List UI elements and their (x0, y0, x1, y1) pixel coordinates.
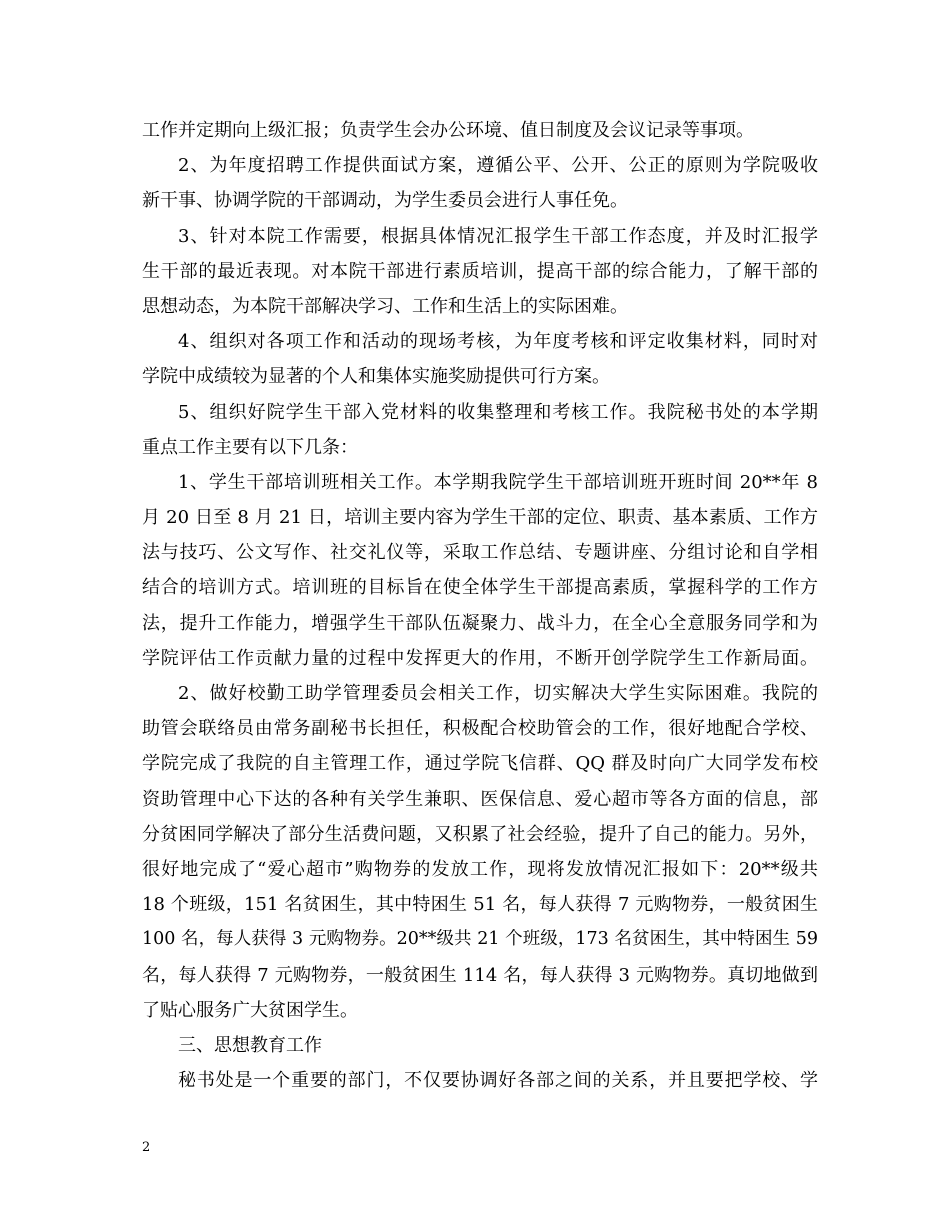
text-line: 新干事、协调学院的干部调动，为学生委员会进行人事任免。 (142, 190, 628, 212)
text-line: 2、为年度招聘工作提供面试方案，遵循公平、公开、公正的原则为学院吸收 (178, 155, 818, 177)
text-line: 法与技巧、公文写作、社交礼仪等，采取工作总结、专题讲座、分组讨论和自学相 (142, 542, 818, 564)
text-line: 18 个班级，151 名贫困生，其中特困生 51 名，每人获得 7 元购物券，一般贫困生 (142, 894, 818, 916)
text-line: 2、做好校勤工助学管理委员会相关工作，切实解决大学生实际困难。我院的 (178, 683, 818, 704)
text-line: 1、学生干部培训班相关工作。本学期我院学生干部培训班开班时间 20**年 8 (178, 471, 818, 493)
page-number: 2 (142, 1140, 151, 1155)
text-line: 学院中成绩较为显著的个人和集体实施奖励提供可行方案。 (142, 366, 610, 388)
text-line: 重点工作主要有以下几条： (142, 436, 358, 458)
text-line: 思想动态，为本院干部解决学习、工作和生活上的实际困难。 (142, 295, 628, 317)
text-line: 5、组织好院学生干部入党材料的收集整理和考核工作。我院秘书处的本学期 (178, 401, 818, 423)
text-line: 100 名，每人获得 3 元购物券。20**级共 21 个班级，173 名贫困生，其中特困生 59 (142, 929, 818, 950)
text-line: 分贫困同学解决了部分生活费问题，又积累了社会经验，提升了自己的能力。另外， (142, 823, 818, 845)
text-line: 助管会联络员由常务副秘书长担任，积极配合校助管会的工作，很好地配合学校、 (142, 718, 818, 740)
text-line: 生干部的最近表现。对本院干部进行素质培训，提高干部的综合能力，了解干部的 (142, 260, 818, 282)
text-line: 工作并定期向上级汇报；负责学生会办公环境、值日制度及会议记录等事项。 (142, 120, 754, 141)
text-line: 三、思想教育工作 (178, 1034, 322, 1056)
text-line: 学院完成了我院的自主管理工作，通过学院飞信群、QQ 群及时向广大同学发布校 (142, 753, 818, 775)
text-line: 法，提升工作能力，增强学生干部队伍凝聚力、战斗力，在全心全意服务同学和为 (142, 612, 818, 634)
text-line: 月 20 日至 8 月 21 日，培训主要内容为学生干部的定位、职责、基本素质、工作方 (142, 507, 818, 529)
text-line: 学院评估工作贡献力量的过程中发挥更大的作用，不断开创学院学生工作新局面。 (142, 647, 818, 669)
text-line: 资助管理中心下达的各种有关学生兼职、医保信息、爱心超市等各方面的信息，部 (142, 788, 818, 810)
text-line: 结合的培训方式。培训班的目标旨在使全体学生干部提高素质，掌握科学的工作方 (142, 577, 818, 599)
text-line: 了贴心服务广大贫困学生。 (142, 999, 358, 1021)
text-line: 很好地完成了“爱心超市”购物券的发放工作，现将发放情况汇报如下：20**级共 (142, 858, 818, 880)
text-line: 名，每人获得 7 元购物券，一般贫困生 114 名，每人获得 3 元购物券。真切地做到 (142, 964, 818, 986)
text-line: 秘书处是一个重要的部门，不仅要协调好各部之间的关系，并且要把学校、学 (178, 1070, 818, 1092)
document-body (142, 113, 818, 1098)
text-line: 3、针对本院工作需要，根据具体情况汇报学生干部工作态度，并及时汇报学 (178, 225, 818, 247)
text-line: 4、组织对各项工作和活动的现场考核，为年度考核和评定收集材料，同时对 (178, 331, 818, 353)
